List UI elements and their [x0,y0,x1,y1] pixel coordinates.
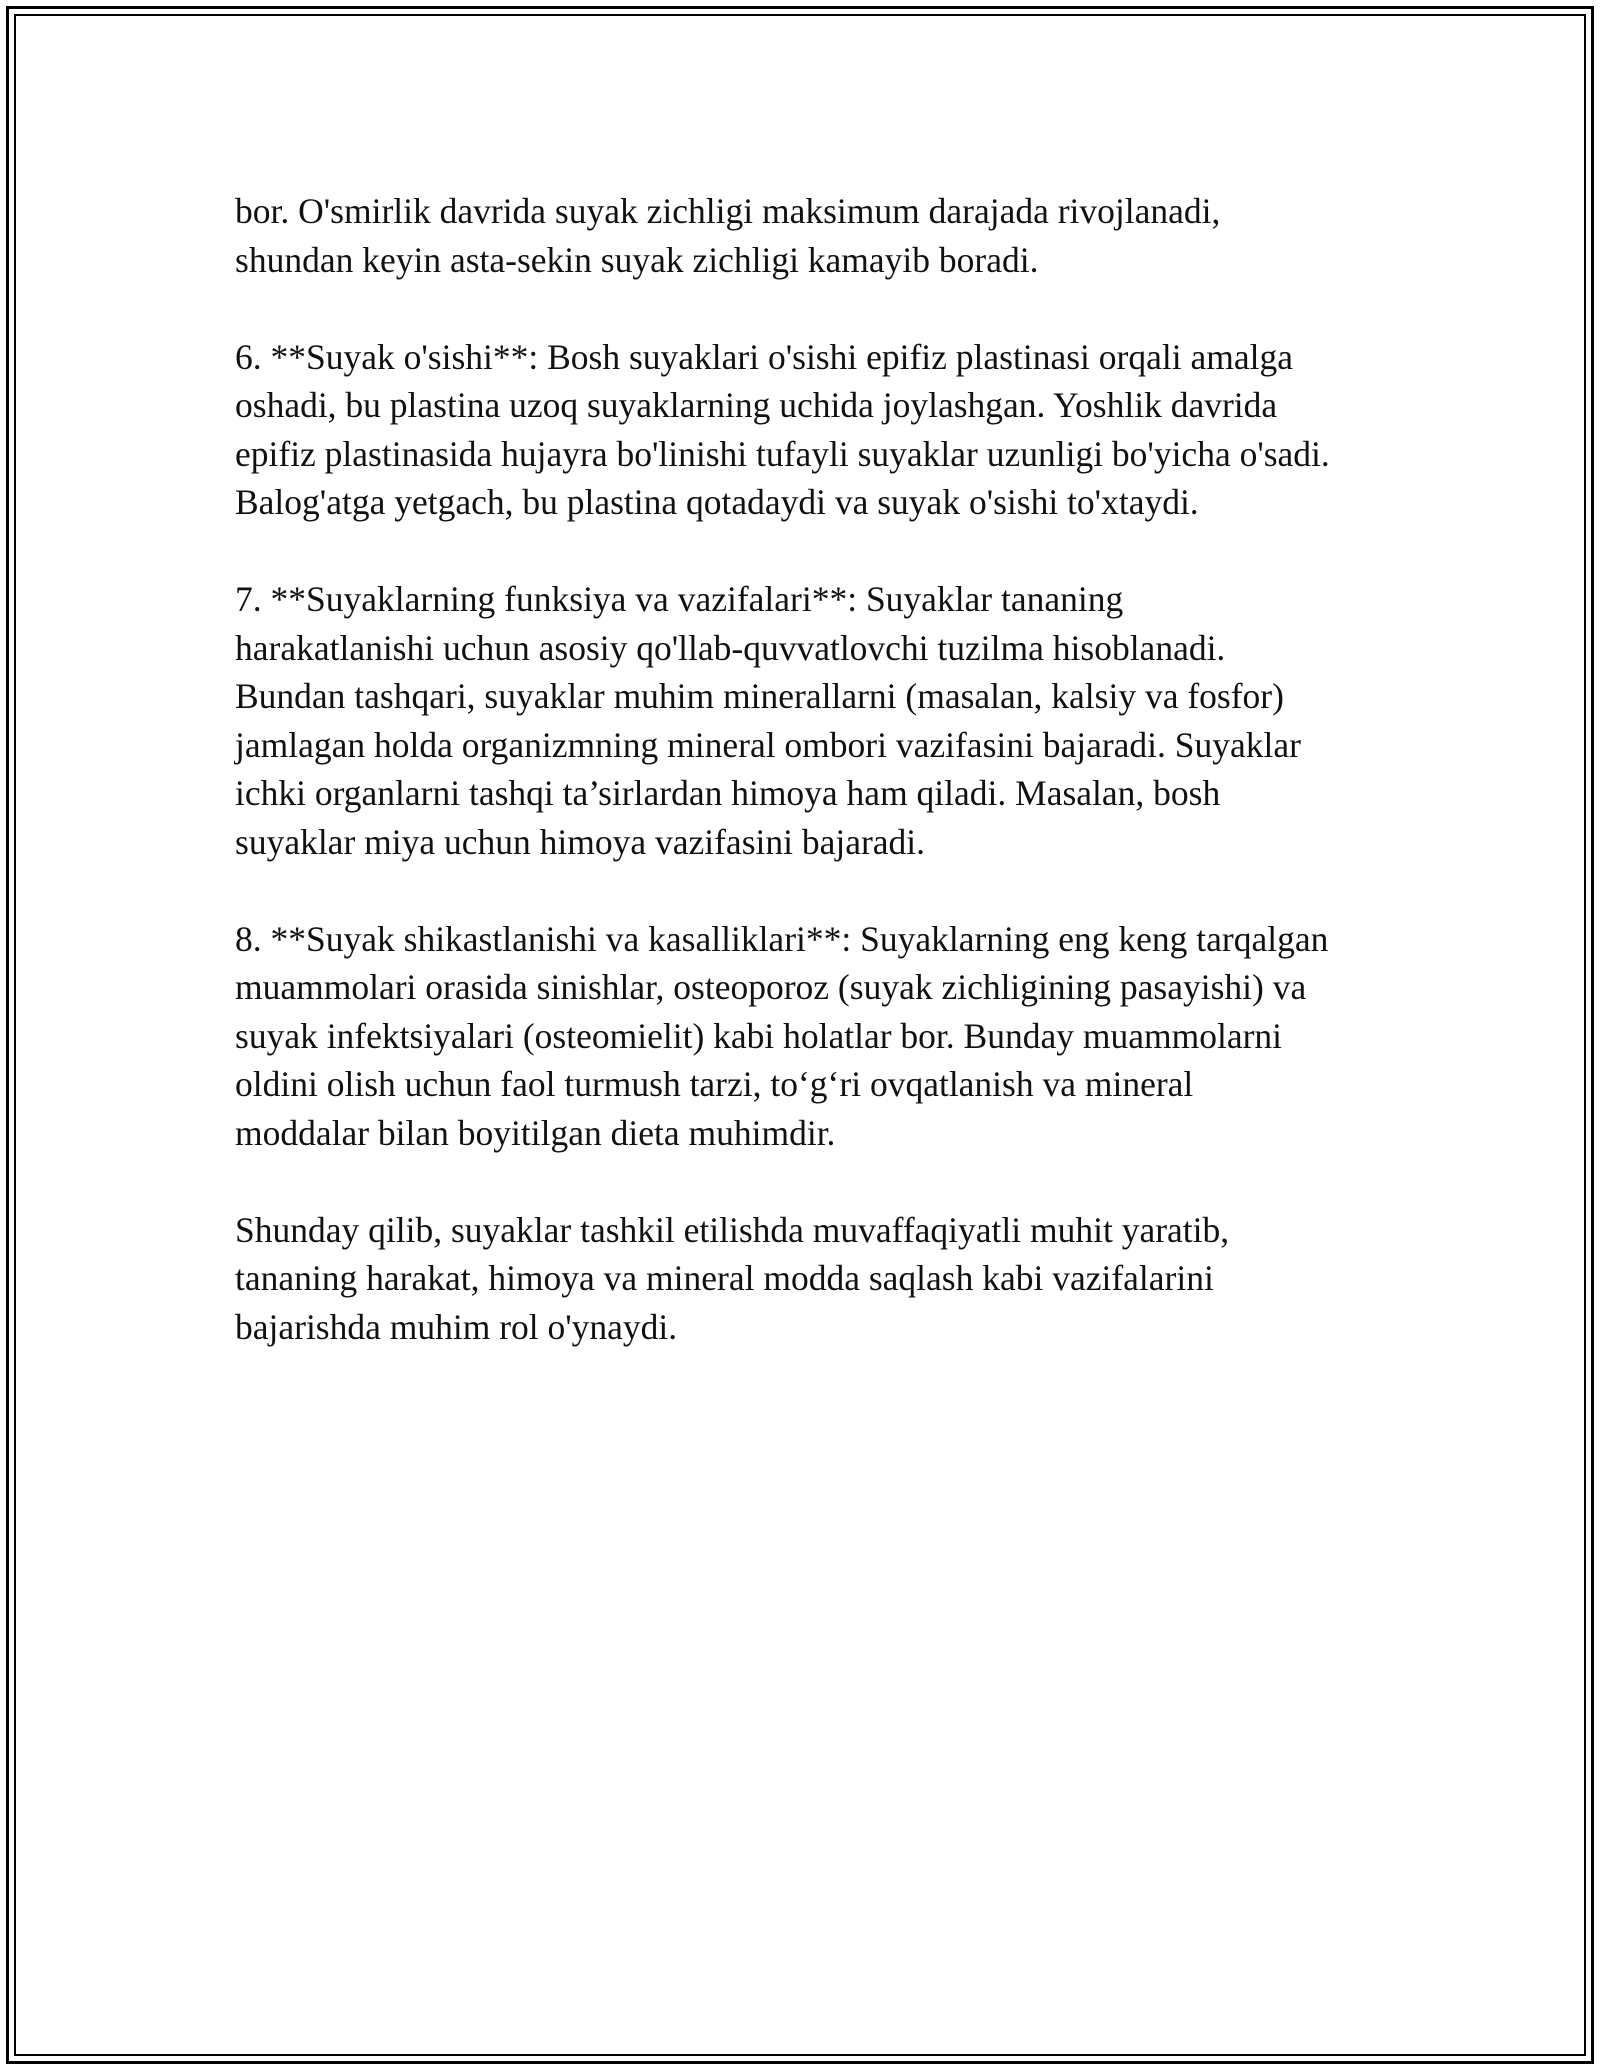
text-line: suyaklar miya uchun himoya vazifasini bajaradi. [235,821,926,862]
text-line: oldini olish uchun faol turmush tarzi, to‘g‘ri ovqatlanish va mineral [235,1064,1194,1104]
text-line: shundan keyin asta-sekin suyak zichligi kamayib boradi. [235,239,1039,280]
paragraph-bone-growth [235,333,1395,527]
text-line: jamlagan holda organizmning mineral ombori vazifasini bajaradi. Suyaklar [235,724,1301,765]
text-line: harakatlanishi uchun asosiy qo'llab-quvvatlovchi tuzilma hisoblanadi. [235,627,1226,668]
text-line: bajarishda muhim rol o'ynaydi. [235,1306,678,1347]
text-line: ichki organlarni tashqi ta’sirlardan himoya ham qiladi. Masalan, bosh [235,773,1221,813]
paragraph-conclusion [235,1206,1395,1352]
text-line: muammolari orasida sinishlar, osteoporoz (suyak zichligining pasayishi) va [235,967,1307,1007]
text-line: oshadi, bu plastina uzoq suyaklarning uchida joylashgan. Yoshlik davrida [235,385,1278,425]
text-line: epifiz plastinasida hujayra bo'linishi tufayli suyaklar uzunligi bo'yicha o'sadi. [235,433,1330,474]
text-line: 6. **Suyak o'sishi**: Bosh suyaklari o'sishi epifiz plastinasi orqali amalga [235,336,1293,377]
text-line: Balog'atga yetgach, bu plastina qotadaydi va suyak o'sishi to'xtaydi. [235,482,1199,522]
text-line: suyak infektsiyalari (osteomielit) kabi holatlar bor. Bunday muammolarni [235,1015,1283,1056]
paragraph-bone-density-continuation [235,187,1395,284]
text-line: Shunday qilib, suyaklar tashkil etilishda muvaffaqiyatli muhit yaratib, [235,1209,1230,1250]
paragraph-bone-functions [235,575,1395,866]
paragraph-bone-injuries [235,915,1395,1158]
text-line: moddalar bilan boyitilgan dieta muhimdir. [235,1112,836,1153]
document-body [235,187,1395,1400]
text-line: Bundan tashqari, suyaklar muhim minerallarni (masalan, kalsiy va fosfor) [235,676,1284,716]
text-line: 7. **Suyaklarning funksiya va vazifalari**: Suyaklar tananing [235,579,1124,619]
text-line: bor. O'smirlik davrida suyak zichligi maksimum darajada rivojlanadi, [235,191,1221,231]
text-line: tananing harakat, himoya va mineral modda saqlash kabi vazifalarini [235,1258,1214,1298]
text-line: 8. **Suyak shikastlanishi va kasalliklari**: Suyaklarning eng keng tarqalgan [235,918,1329,959]
